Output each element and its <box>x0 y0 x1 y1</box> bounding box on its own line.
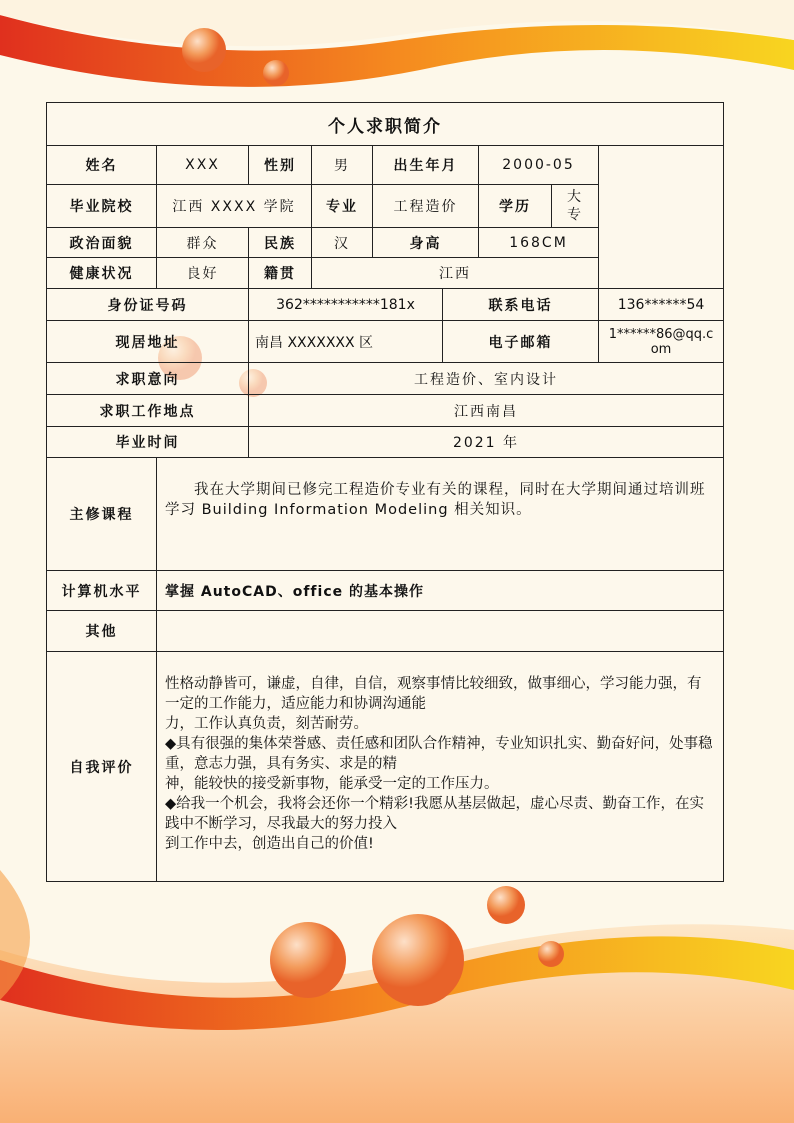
phone-label: 联系电话 <box>442 288 599 321</box>
computer-value: 掌握 AutoCAD、office 的基本操作 <box>156 570 724 611</box>
courses-value: 我在大学期间已修完工程造价专业有关的课程，同时在大学期间通过培训班学习 Building Information Modeling 相关知识。 <box>156 457 724 571</box>
major-value: 工程造价 <box>372 184 479 228</box>
photo-cell <box>598 145 724 289</box>
location-value: 江西南昌 <box>248 394 724 427</box>
school-value: 江西 XXXX 学院 <box>156 184 312 228</box>
politics-label: 政治面貌 <box>46 227 157 258</box>
gender-value: 男 <box>311 145 373 185</box>
graduation-value: 2021 年 <box>248 426 724 458</box>
location-label: 求职工作地点 <box>46 394 249 427</box>
self-eval-value <box>156 651 724 882</box>
name-value: XXX <box>156 145 249 185</box>
address-label: 现居地址 <box>46 320 249 363</box>
origin-label: 籍贯 <box>248 257 312 289</box>
self-eval-line: 性格动静皆可，谦虚，自律，自信，观察事情比较细致，做事细心，学习能力强，有一定的工作能力，适应能力和协调沟通能 <box>165 676 702 712</box>
other-value <box>156 610 724 652</box>
school-label: 毕业院校 <box>46 184 157 228</box>
page-title: 个人求职简介 <box>46 102 724 146</box>
health-label: 健康状况 <box>46 257 157 289</box>
birth-value: 2000-05 <box>478 145 599 185</box>
self-eval-line: 到工作中去，创造出自己的价值! <box>165 836 374 852</box>
courses-label: 主修课程 <box>46 457 157 571</box>
email-label: 电子邮箱 <box>442 320 599 363</box>
major-label: 专业 <box>311 184 373 228</box>
self-eval-label: 自我评价 <box>46 651 157 882</box>
intent-value: 工程造价、室内设计 <box>248 362 724 395</box>
intent-label: 求职意向 <box>46 362 249 395</box>
self-eval-line: 力，工作认真负责，刻苦耐劳。 <box>165 716 368 732</box>
self-eval-line: ◆给我一个机会，我将会还你一个精彩!我愿从基层做起，虚心尽责、勤奋工作，在实践中不断学习，尽我最大的努力投入 <box>165 796 704 832</box>
politics-value: 群众 <box>156 227 249 258</box>
other-label: 其他 <box>46 610 157 652</box>
computer-label: 计算机水平 <box>46 570 157 611</box>
self-eval-line: 神，能较快的接受新事物，能承受一定的工作压力。 <box>165 776 499 792</box>
phone-value: 136******54 <box>598 288 724 321</box>
address-value: 南昌 XXXXXXX 区 <box>248 320 443 363</box>
id-value: 362***********181x <box>248 288 443 321</box>
self-eval-line: ◆具有很强的集体荣誉感、责任感和团队合作精神，专业知识扎实、勤奋好问，处事稳重，意志力强，具有务实、求是的精 <box>165 736 713 772</box>
graduation-label: 毕业时间 <box>46 426 249 458</box>
id-label: 身份证号码 <box>46 288 249 321</box>
gender-label: 性别 <box>248 145 312 185</box>
ethnic-value: 汉 <box>311 227 373 258</box>
height-label: 身高 <box>372 227 479 258</box>
ethnic-label: 民族 <box>248 227 312 258</box>
height-value: 168CM <box>478 227 599 258</box>
name-label: 姓名 <box>46 145 157 185</box>
education-value: 大专 <box>551 184 599 228</box>
birth-label: 出生年月 <box>372 145 479 185</box>
education-label: 学历 <box>478 184 552 228</box>
origin-value: 江西 <box>311 257 599 289</box>
health-value: 良好 <box>156 257 249 289</box>
email-value: 1******86@qq.com <box>598 320 724 363</box>
